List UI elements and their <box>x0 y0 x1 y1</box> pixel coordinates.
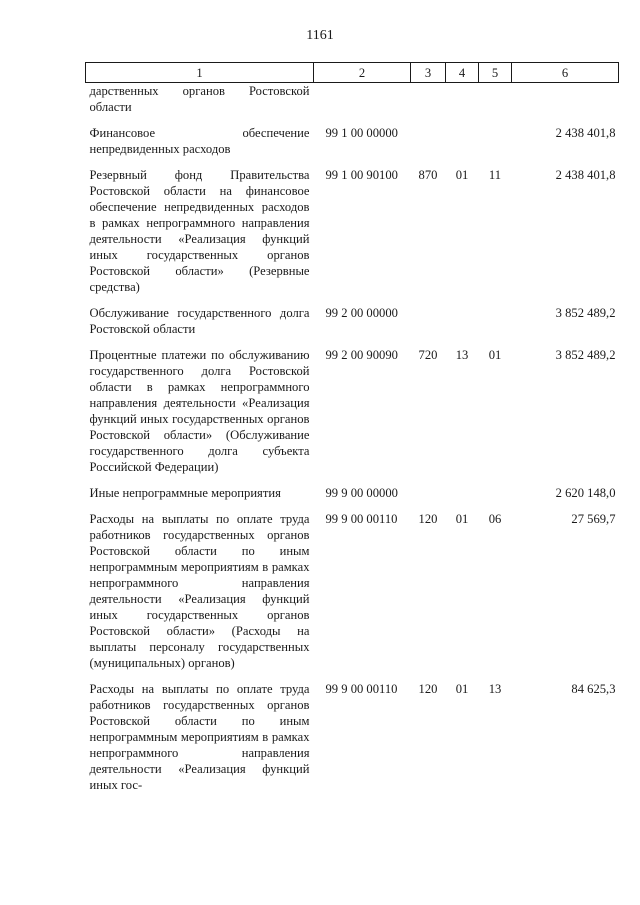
table-header-row <box>86 63 619 83</box>
header-col-4: 4 <box>446 63 479 83</box>
row-col-3 <box>411 485 446 511</box>
table-row <box>86 347 619 485</box>
row-col-5 <box>479 485 512 511</box>
row-name: Расходы на выплаты по оплате труда работников государственных органов Ростовской области по иным непрограммным мероприятиям в рамках непрограммного направления деятельности «Реализация функций иных государственных органов Ростовской области» (Расходы на выплаты персоналу государственных (муниципальных) органов) <box>89 512 310 670</box>
row-col-5: 13 <box>488 682 502 696</box>
row-col-3 <box>411 125 446 167</box>
header-col-2: 2 <box>314 63 411 83</box>
row-amount: 27 569,7 <box>571 512 616 526</box>
row-name: дарственных органов Ростовской области <box>89 84 310 114</box>
row-col-4 <box>446 125 479 167</box>
row-code: 99 9 00 00000 <box>325 486 398 500</box>
row-col-3 <box>411 83 446 126</box>
row-code: 99 9 00 00110 <box>325 512 398 526</box>
table-row <box>86 485 619 511</box>
row-name: Расходы на выплаты по оплате труда работников государственных органов Ростовской области по иным непрограммным мероприятиям в рамках непрограммного направления деятельности «Реализация функций иных гос- <box>89 682 310 792</box>
page-number: 1161 <box>306 28 334 43</box>
table-row <box>86 511 619 681</box>
header-col-6: 6 <box>512 63 619 83</box>
row-col-4: 01 <box>455 682 469 696</box>
row-col-5 <box>479 83 512 126</box>
row-col-5 <box>479 305 512 347</box>
row-name: Финансовое обеспечение непредвиденных расходов <box>89 126 310 156</box>
row-code <box>314 83 411 126</box>
row-col-3: 870 <box>418 168 438 182</box>
row-col-5 <box>479 125 512 167</box>
row-amount: 2 438 401,8 <box>555 126 616 140</box>
budget-table <box>85 62 619 803</box>
row-code: 99 1 00 90100 <box>325 168 398 182</box>
table-row <box>86 305 619 347</box>
row-col-3: 120 <box>418 682 438 696</box>
row-name: Обслуживание государственного долга Ростовской области <box>89 306 310 336</box>
row-col-5: 11 <box>488 168 502 182</box>
row-col-4 <box>446 305 479 347</box>
row-col-4: 01 <box>455 168 469 182</box>
table-row <box>86 83 619 126</box>
header-col-1: 1 <box>86 63 314 83</box>
row-col-4: 13 <box>455 348 469 362</box>
row-code: 99 2 00 00000 <box>325 306 398 320</box>
row-col-5: 06 <box>488 512 502 526</box>
row-col-5: 01 <box>488 348 502 362</box>
table-row <box>86 167 619 305</box>
row-name: Резервный фонд Правительства Ростовской области на финансовое обеспечение непредвиденных расходов в рамках непрограммного направления деятельности «Реализация функций иных государственных органов Ростовской области» (Резервные средства) <box>89 168 310 294</box>
row-amount: 3 852 489,2 <box>555 348 616 362</box>
row-name: Иные непрограммные мероприятия <box>89 486 281 500</box>
row-code: 99 2 00 90090 <box>325 348 398 362</box>
table-row <box>86 681 619 803</box>
row-name: Процентные платежи по обслуживанию государственного долга Ростовской области в рамках непрограммного направления деятельности «Реализация функций иных государственных органов Ростовской области» (Обслуживание государственного долга субъекта Российской Федерации) <box>89 348 310 474</box>
row-amount <box>512 83 619 126</box>
row-code: 99 1 00 00000 <box>325 126 398 140</box>
row-col-4 <box>446 83 479 126</box>
row-amount: 3 852 489,2 <box>555 306 616 320</box>
row-amount: 2 438 401,8 <box>555 168 616 182</box>
row-code: 99 9 00 00110 <box>325 682 398 696</box>
row-col-3: 720 <box>418 348 438 362</box>
row-amount: 84 625,3 <box>571 682 616 696</box>
header-col-5: 5 <box>479 63 512 83</box>
row-col-3: 120 <box>418 512 438 526</box>
row-col-4: 01 <box>455 512 469 526</box>
table-row <box>86 125 619 167</box>
header-col-3: 3 <box>411 63 446 83</box>
row-col-3 <box>411 305 446 347</box>
row-col-4 <box>446 485 479 511</box>
row-amount: 2 620 148,0 <box>555 486 616 500</box>
